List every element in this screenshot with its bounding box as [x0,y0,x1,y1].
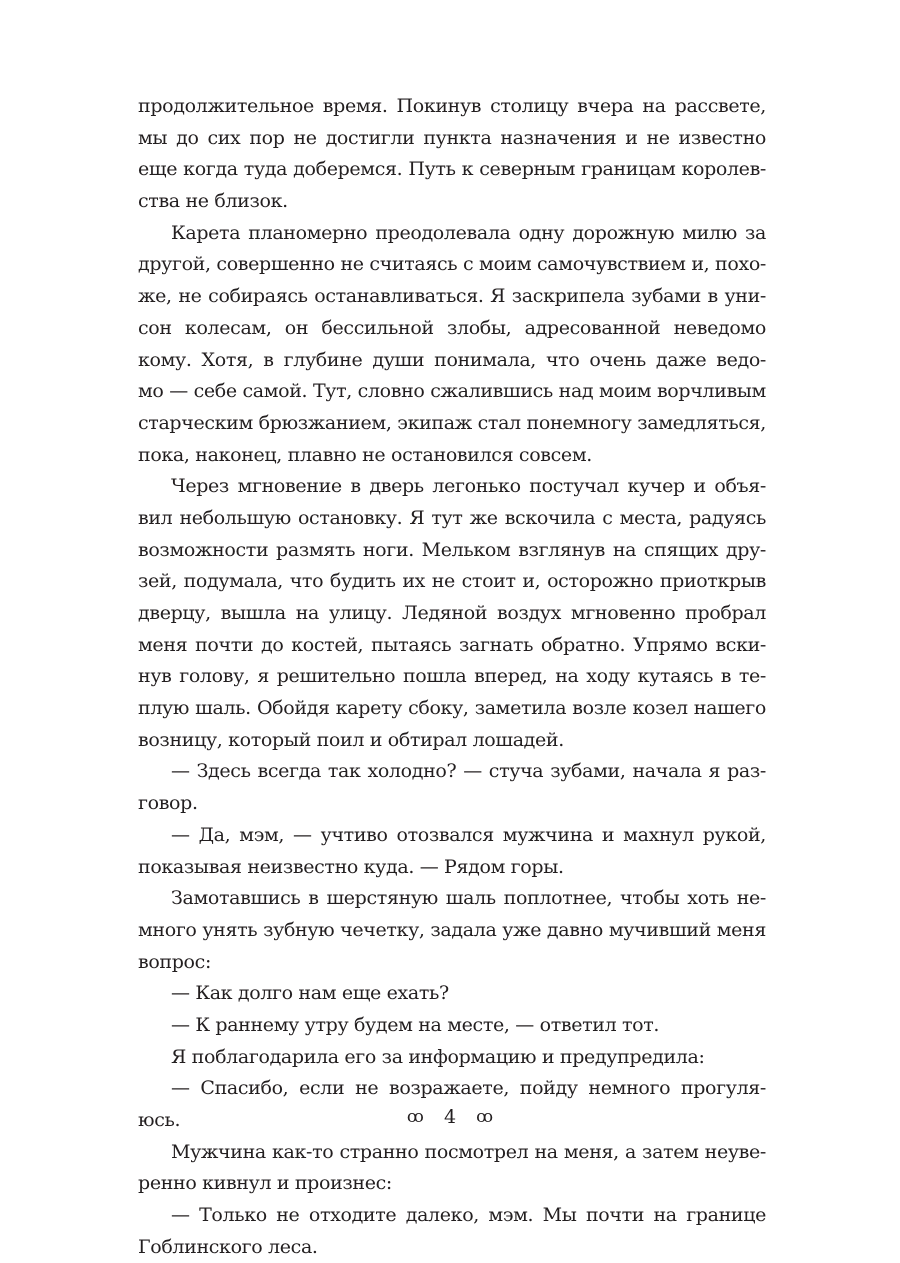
page-footer [0,1106,900,1128]
page-number: 4 [443,1106,457,1128]
text-line: — Спасибо, если не возражаете, пойду немного прогуля- [171,1077,766,1100]
text-line: Мужчина как-то странно посмотрел на меня, а затем неуве- [171,1140,766,1163]
text-line: кому. Хотя, в глубине души понимала, что очень даже ведо- [138,348,766,371]
text-line: говор. [138,792,198,815]
text-line: же, не собираясь останавливаться. Я заскрипела зубами в уни- [138,285,766,308]
text-line: зей, подумала, что будить их не стоит и, осторожно приоткрыв [138,570,766,593]
text-line: юсь. [138,1109,181,1131]
text-line: другой, совершенно не считаясь с моим самочувствием и, похо- [138,253,766,276]
text-line: Замотавшись в шерстяную шаль поплотнее, чтобы хоть не- [171,887,766,910]
text-line: — Только не отходите далеко, мэм. Мы почти на границе [171,1204,766,1227]
text-line: Карета планомерно преодолевала одну дорожную милю за [171,221,766,244]
text-line: продолжительное время. Покинув столицу вчера на рассвете, [138,95,766,117]
text-line: ренно кивнул и произнес: [138,1172,392,1195]
body-text [138,91,766,1263]
text-line: Гоблинского леса. [138,1235,318,1258]
text-line: меня почти до костей, пытаясь загнать обратно. Упрямо вски- [138,633,766,656]
text-line: возницу, который поил и обтирал лошадей. [138,728,564,751]
text-line: плую шаль. Обойдя карету сбоку, заметила возле козел нашего [138,697,766,720]
text-line: вил небольшую остановку. Я тут же вскочила с места, радуясь [138,506,766,529]
text-line: — Здесь всегда так холодно? — стуча зубами, начала я раз- [171,760,766,783]
text-line: мы до сих пор не достигли пункта назначения и не известно [138,126,766,149]
text-line: — К раннему утру будем на месте, — ответил тот. [171,1013,660,1036]
text-line: Через мгновение в дверь легонько постучал кучер и объя- [171,475,766,498]
text-line: нув голову, я решительно пошла вперед, на ходу кутаясь в те- [138,665,766,688]
text-line: много унять зубную чечетку, задала уже давно мучивший меня [138,918,766,941]
text-line: старческим брюзжанием, экипаж стал понемногу замедляться, [138,411,766,434]
text-line: пока, наконец, плавно не остановился совсем. [138,443,592,466]
text-line: сон колесам, он бессильной злобы, адресованной неведомо [138,316,766,339]
text-line: — Как долго нам еще ехать? [171,982,449,1005]
text-line: показывая неизвестно куда. — Рядом горы. [138,855,564,878]
text-line: еще когда туда доберемся. Путь к северным границам королев- [138,158,766,181]
text-line: дверцу, вышла на улицу. Ледяной воздух мгновенно пробрал [138,602,766,624]
text-line: — Да, мэм, — учтиво отозвался мужчина и махнул рукой, [171,823,766,846]
text-line: мо — себе самой. Тут, словно сжалившись над моим ворчливым [138,380,766,403]
text-line: ства не близок. [138,190,288,213]
text-line: вопрос: [138,950,211,973]
flourish-right-icon: ꝏ [476,1107,494,1127]
text-line: возможности размять ноги. Мельком взглянув на спящих дру- [138,538,766,561]
text-line: Я поблагодарила его за информацию и предупредила: [171,1045,705,1068]
flourish-left-icon: ꝏ [406,1107,424,1127]
